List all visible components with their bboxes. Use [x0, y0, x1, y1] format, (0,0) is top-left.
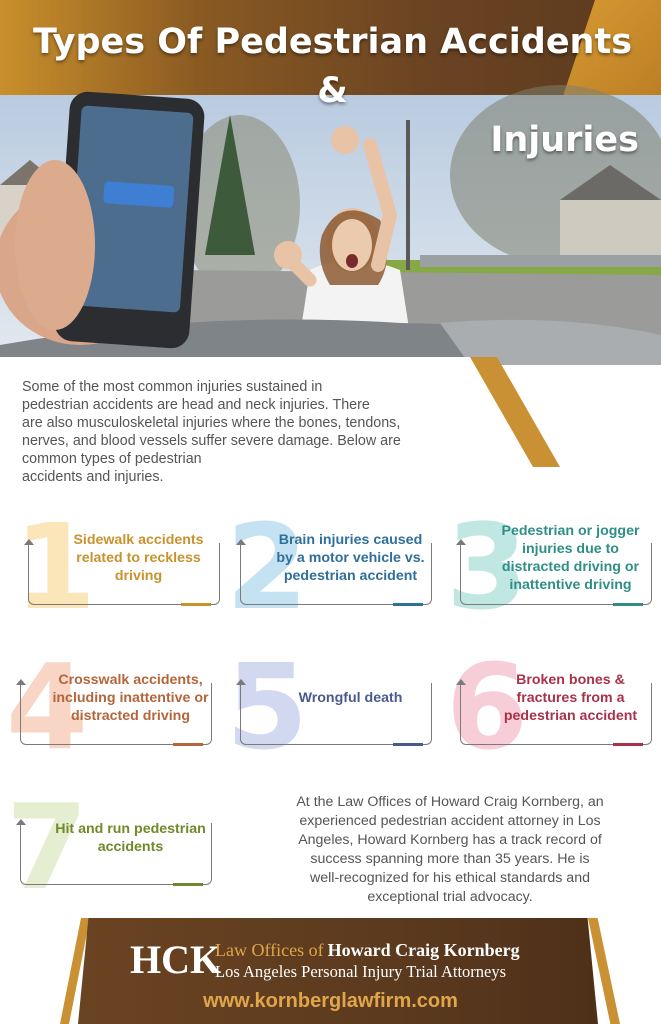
firm-prefix: Law Offices of	[215, 940, 324, 960]
intro-line: accidents and injuries.	[22, 469, 164, 485]
item-number: 5	[226, 638, 309, 776]
website-link[interactable]: www.kornberglawfirm.com	[203, 990, 458, 1012]
item-number: 2	[226, 498, 309, 636]
item-2	[226, 498, 431, 636]
item-5	[226, 638, 431, 776]
closing-line: success spanning more than 35 years. He is	[310, 851, 590, 867]
firm-tagline: Los Angeles Personal Injury Trial Attorneys	[215, 962, 507, 981]
item-label: Broken bones & fractures from a pedestrian accident	[503, 672, 638, 724]
item-label: Crosswalk accidents, including inattentive or distracted driving	[52, 672, 209, 724]
item-label: Sidewalk accidents related to reckless driving	[73, 532, 204, 584]
intro-line: Some of the most common injuries sustained in	[22, 379, 323, 395]
logo-text: HCK	[130, 937, 222, 982]
item-label: Pedestrian or jogger injuries due to distracted driving or inattentive driving	[501, 523, 640, 593]
item-label: Wrongful death	[298, 690, 403, 706]
item-number: 4	[6, 638, 89, 776]
intro-line: are also musculoskeletal injuries where the bones, tendons,	[22, 415, 401, 431]
intro-paragraph	[22, 378, 492, 486]
intro-line: nerves, and blood vessels suffer severe damage. Below are	[22, 433, 401, 449]
item-1	[14, 498, 219, 636]
item-3	[446, 498, 651, 636]
title-line-2: Injuries	[490, 120, 639, 160]
item-number: 1	[14, 498, 97, 636]
closing-line: well-recognized for his ethical standards and	[310, 870, 590, 886]
item-number: 7	[6, 778, 89, 916]
closing-line: exceptional trial advocacy.	[367, 889, 533, 905]
firm-name	[215, 940, 520, 961]
intro-line: common types of pedestrian	[22, 451, 202, 467]
firm-logo	[128, 937, 222, 982]
item-4	[6, 638, 211, 776]
item-number: 3	[446, 498, 529, 636]
item-label: Hit and run pedestrian accidents	[55, 821, 206, 855]
item-6	[446, 638, 651, 776]
intro-line: pedestrian accidents are head and neck injuries. There	[22, 397, 370, 413]
item-label: Brain injuries caused by a motor vehicle vs. pedestrian accident	[276, 532, 425, 584]
closing-line: experienced pedestrian accident attorney in Los	[299, 813, 601, 829]
firm-attorney-name: Howard Craig Kornberg	[327, 940, 520, 960]
item-number: 6	[446, 638, 529, 776]
closing-line: Angeles, Howard Kornberg has a track record of	[298, 832, 602, 848]
title-line-1: Types Of Pedestrian Accidents &	[32, 22, 633, 111]
closing-paragraph	[252, 793, 648, 907]
item-7	[6, 778, 211, 916]
closing-line: At the Law Offices of Howard Craig Kornberg, an	[296, 794, 604, 810]
page-title	[0, 18, 639, 165]
